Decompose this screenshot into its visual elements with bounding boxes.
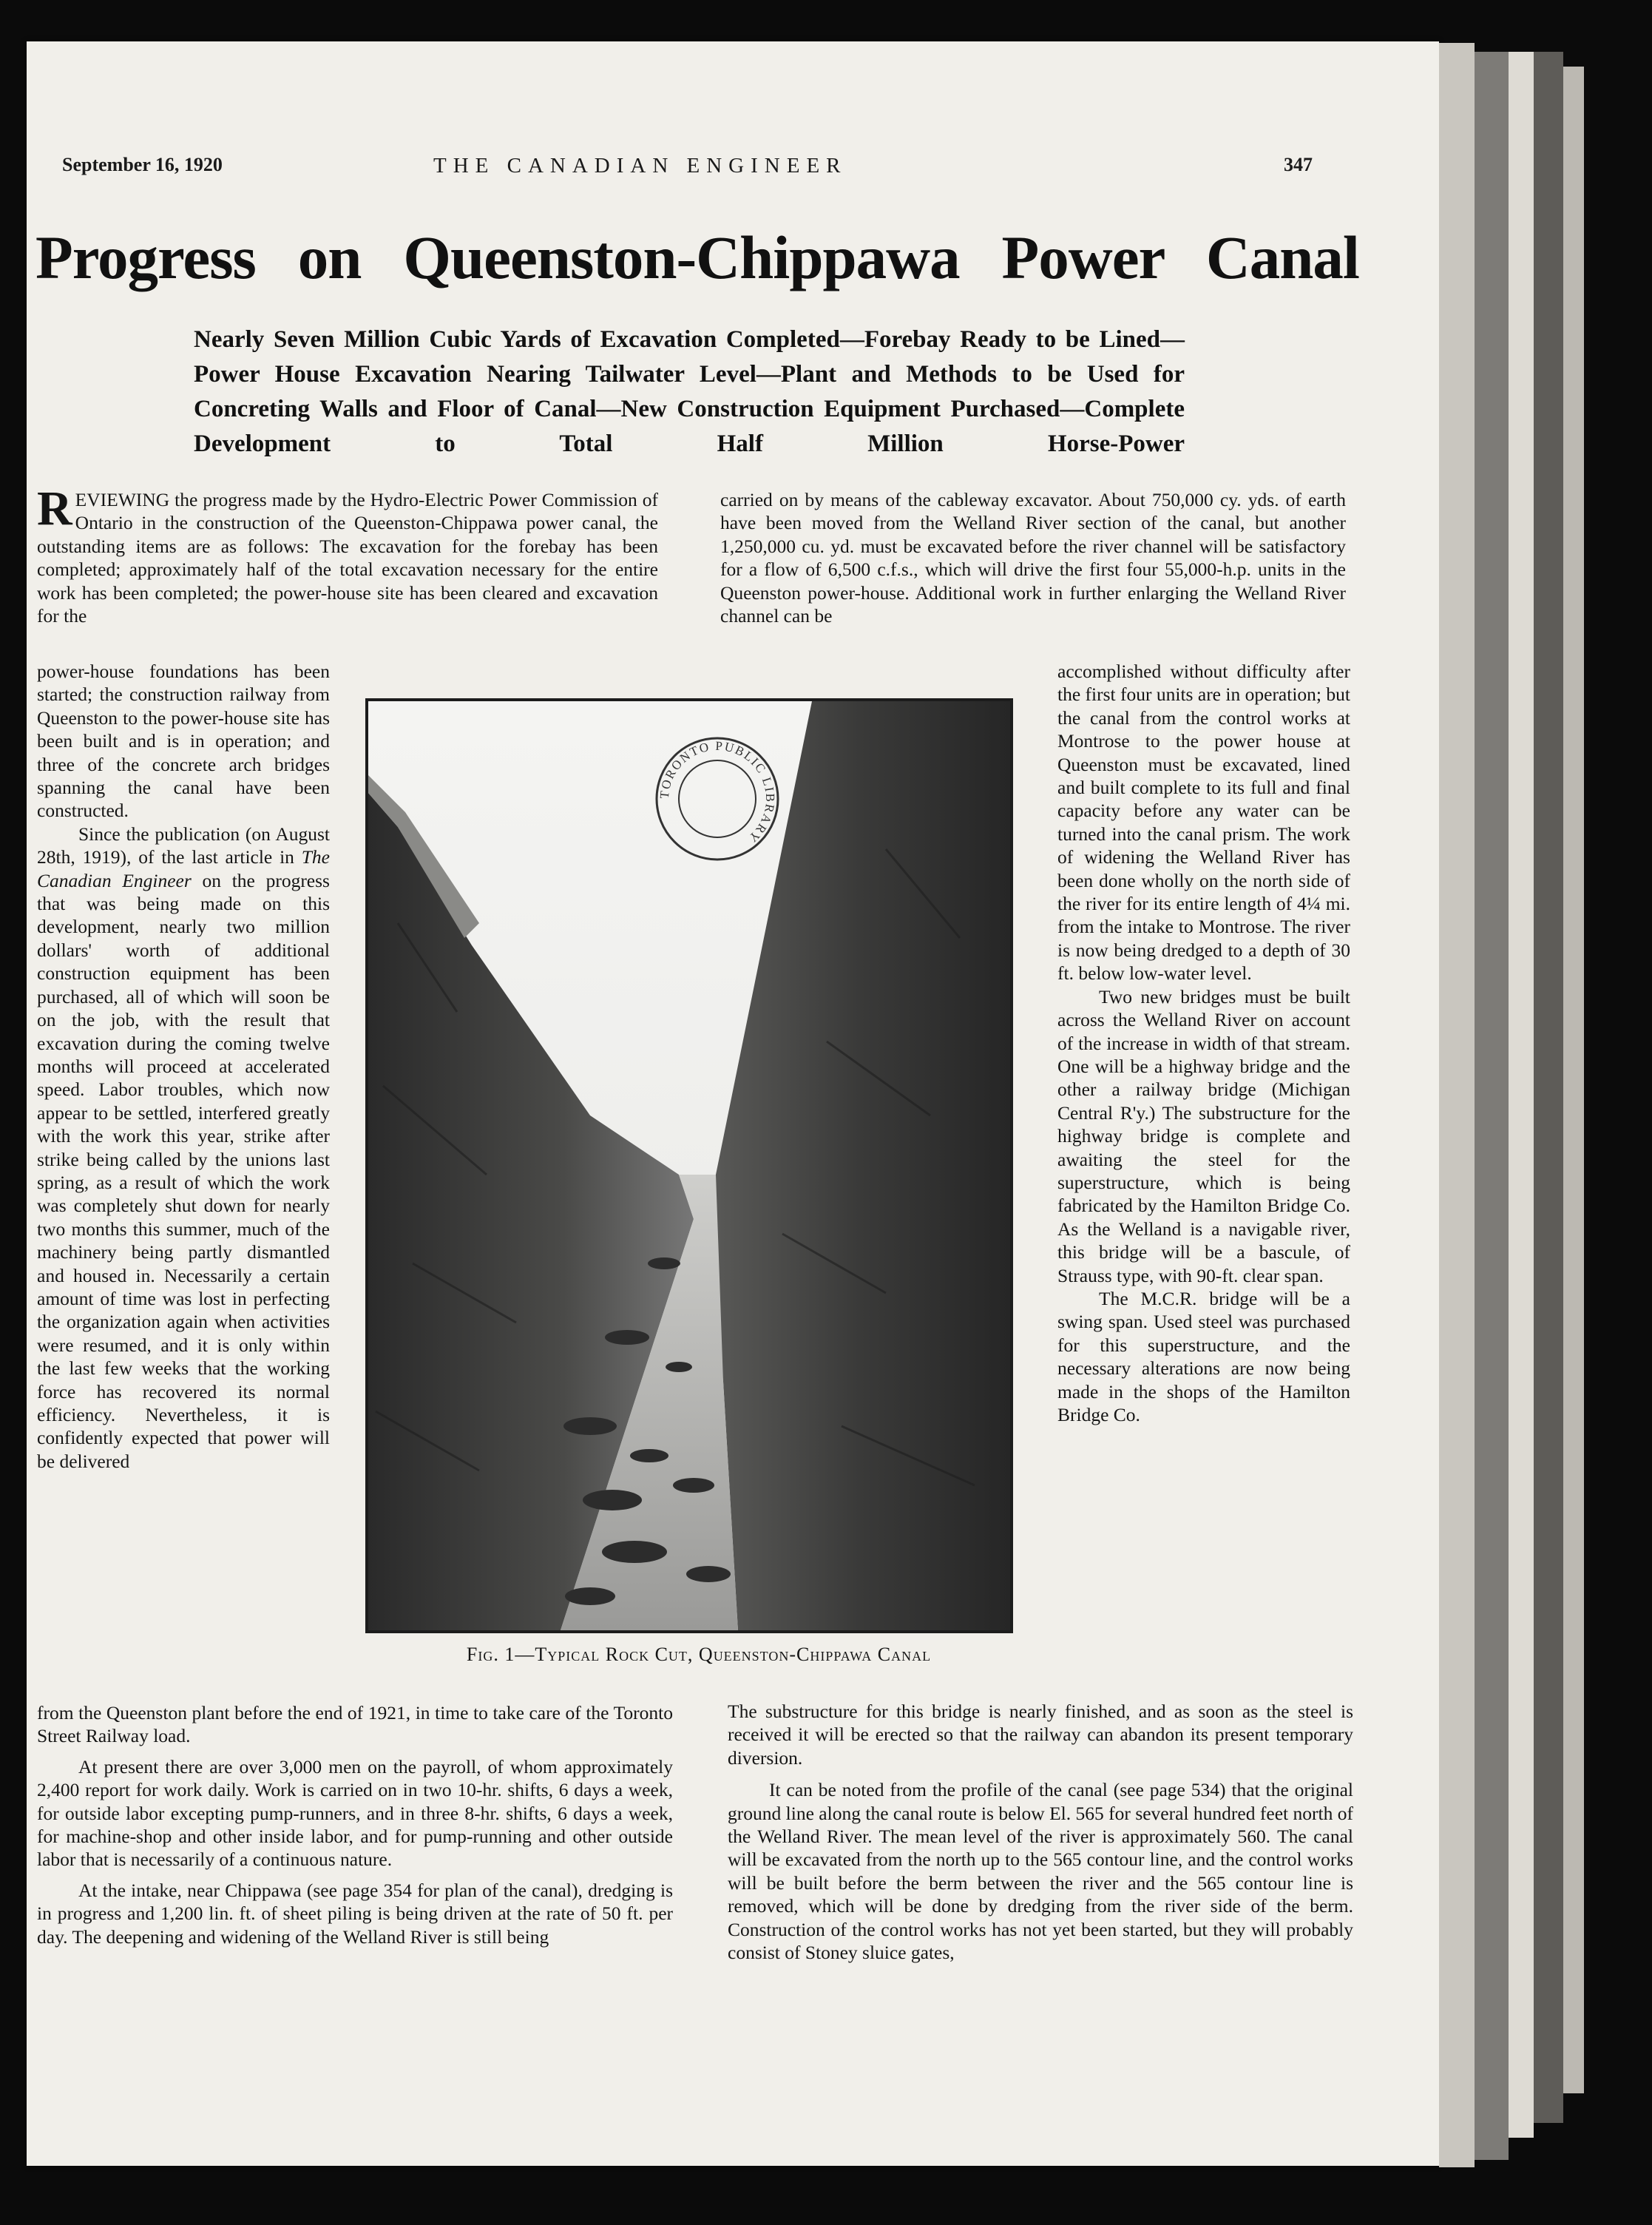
paragraph: accomplished without difficulty after the first four units are in operation; but the canal from the control works at Montrose to the power house at Queenston must be excavated, lined and built complete to its full and final capacity before any water can be turned into the canal prism. The work of widening the Welland River has been done wholly on the north side of the river for its entire length of 4¼ mi. from the intake to Montrose. The river is now being dredged to a depth of 30 ft. below low-water level. [1057, 661, 1350, 985]
drop-cap: R [37, 482, 72, 536]
journal-name: The Canadian Engineer [37, 846, 330, 891]
paragraph: At the intake, near Chippawa (see page 354 for plan of the canal), dredging is in progress and 1,200 lin. ft. of sheet piling is being driven at the rate of 50 ft. per day. The deepening and widening of the Welland River is still being [37, 1879, 673, 1948]
issue-date: September 16, 1920 [62, 154, 223, 175]
paragraph: At present there are over 3,000 men on the payroll, of whom approximately 2,400 report for work daily. Work is carried on in two 10-hr. shifts, 6 days a week, for outside labor excepting pump-runners, and in three 8-hr. shifts, 6 days a week, for machine-shop and other inside labor, and for pump-running and other outside labor that is necessarily of a continuous nature. [37, 1755, 673, 1871]
figure-caption: Fig. 1—Typical Rock Cut, Queenston-Chippawa Canal [466, 1644, 932, 1665]
paragraph: It can be noted from the profile of the canal (see page 534) that the original ground line along the canal route is below El. 565 for several hundred feet north of the Welland River. The mean level of the river is approximately 560. The canal will be excavated from the north up to the 565 contour line, and the control works will be built before the berm between the river and the 565 contour line is removed, which will be done by dredging from the river side of the berm. Construction of the control works has not yet been started, but they will probably consist of Stoney sluice gates, [728, 1779, 1353, 1964]
right-column-top [720, 488, 1346, 627]
paragraph: The substructure for this bridge is nearly finished, and as soon as the steel is received it will be erected so that the railway can abandon its present temporary diversion. [728, 1701, 1353, 1769]
paragraph: power-house foundations has been started; the construction railway from Queenston to the power-house site has been built and is in operation; and three of the concrete arch bridges spanning the canal have been constructed. [37, 661, 330, 822]
library-stamp [651, 732, 784, 865]
paragraph: Since the publication (on August 28th, 1919), of the last article in The Canadian Engineer on the progress that was being made on this development, nearly two million dollars' worth of additional construction equipment has been purchased, all of which will soon be on the job, with the result that excavation during the coming twelve months will proceed at accelerated speed. Labor troubles, which now appear to be settled, interfered greatly with the work this year, strike after strike being called by the unions last spring, as a result of which the work was completely shut down for nearly two months this summer, much of the machinery being partly dismantled and housed in. Necessarily a certain amount of time was lost in perfecting the organization again when activities were resumed, and it is only within the last few weeks that the working force has recovered its normal efficiency. Nevertheless, it is confidently expected that power will be delivered [37, 823, 330, 1472]
paragraph: EVIEWING the progress made by the Hydro-Electric Power Commission of Ontario in the construction of the Queenston-Chippawa power canal, the outstanding items are as follows: The excavation for the forebay has been completed; approximately half of the total excavation necessary for the entire work has been completed; the power-house site has been cleared and excavation for the [37, 489, 658, 627]
page-edge [1563, 67, 1584, 2093]
page-edge [1439, 43, 1475, 2167]
article-title: Progress on Queenston-Chippawa Power Canal [35, 223, 1359, 291]
paragraph: The M.C.R. bridge will be a swing span. Used steel was purchased for this superstructure, and the necessary alterations are now being made in the shops of the Hamilton Bridge Co. [1057, 1287, 1350, 1425]
left-column-narrow [37, 660, 330, 1473]
article-subtitle: Nearly Seven Million Cubic Yards of Excavation Completed—Forebay Ready to be Lined—Power House Excavation Nearing Tailwater Level—Plant and Methods to be Used for Concreting Walls and Floor of Canal—New Construction Equipment Purchased—Complete Development to Total Half Million Horse-Power [194, 326, 1185, 457]
page-edge [1475, 52, 1509, 2160]
page-edge [1534, 52, 1563, 2123]
paragraph: carried on by means of the cableway excavator. About 750,000 cy. yds. of earth have been moved from the Welland River section of the canal, but another 1,250,000 cu. yd. must be excavated before the river channel will be satisfactory for a flow of 6,500 c.f.s., which will drive the first four 55,000-h.p. units in the Queenston power-house. Additional work in further enlarging the Welland River channel can be [720, 489, 1346, 627]
page-edge [1509, 52, 1534, 2138]
left-column-bottom [37, 1701, 673, 1948]
right-column-narrow [1057, 660, 1350, 1426]
right-column-bottom [728, 1700, 1353, 1964]
paragraph: from the Queenston plant before the end of 1921, in time to take care of the Toronto Street Railway load. [37, 1702, 673, 1747]
stamp-text: TORONTO PUBLIC LIBRARY [657, 738, 778, 846]
page-number: 347 [1284, 154, 1313, 175]
publication-name: THE CANADIAN ENGINEER [433, 154, 847, 178]
left-column-top [37, 482, 658, 627]
paragraph: Two new bridges must be built across the Welland River on account of the increase in width of that stream. One will be a highway bridge and the other a railway bridge (Michigan Central R'y.) The substructure for the highway bridge is complete and awaiting the steel for the superstructure, which is being fabricated by the Hamilton Bridge Co. As the Welland is a navigable river, this bridge will be a bascule, of Strauss type, with 90-ft. clear span. [1057, 985, 1350, 1286]
